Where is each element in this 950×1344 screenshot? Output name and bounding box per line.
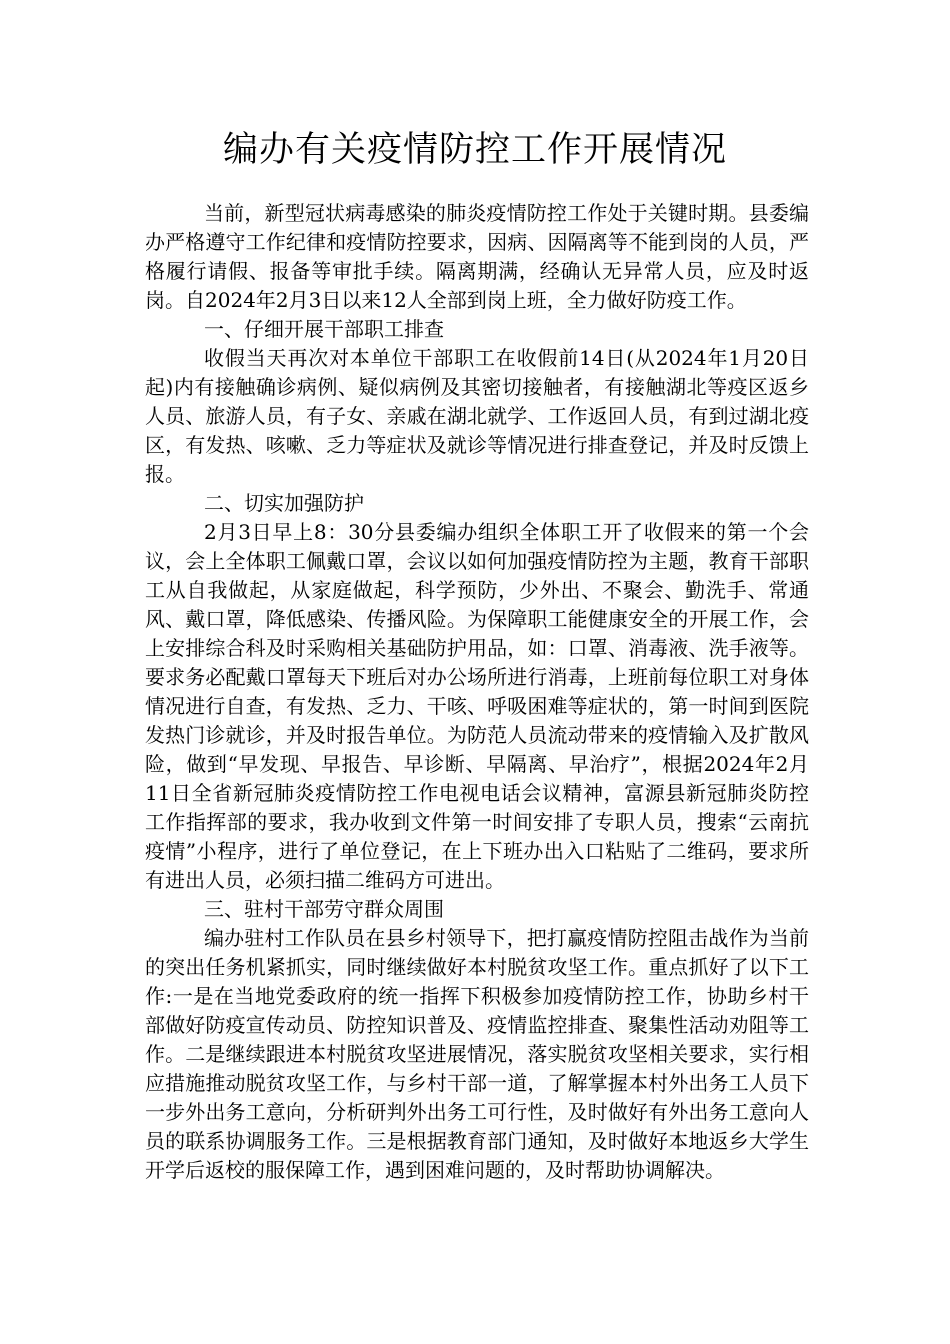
document-title: 编办有关疫情防控工作开展情况	[222, 130, 727, 170]
section-heading-3: 三、驻村干部劳守群众周围	[204, 897, 444, 921]
section-paragraph-3: 编办驻村工作队员在县乡村领导下，把打赢疫情防控阻击战作为当前的突出任务机紧抓实，同时继续做好本村脱贫攻坚工作。重点抓好了以下工作:一是在当地党委政府的统一指挥下积极参加疫情防控工作，协助乡村干部做好防疫宣传动员、防控知识普及、疫情监控排查、聚集性活动劝阻等工作。二是继续跟进本村脱贫攻坚进展情况，落实脱贫攻坚相关要求，实行相应措施推动脱贫攻坚工作，与乡村干部一道，了解掌握本村外出务工人员下一步外出务工意向，分析研判外出务工可行性，及时做好有外出务工意向人员的联系协调服务工作。三是根据教育部门通知，及时做好本地返乡大学生开学后返校的服保障工作，遇到困难问题的，及时帮助协调解决。	[145, 926, 809, 1182]
section-paragraph-2: 2月3日早上8：30分县委编办组织全体职工开了收假来的第一个会议，会上全体职工佩戴口罩，会议以如何加强疫情防控为主题，教育干部职工从自我做起，从家庭做起，科学预防，少外出、不聚会、勤洗手、常通风、戴口罩，降低感染、传播风险。为保障职工能健康安全的开展工作，会上安排综合科及时采购相关基础防护用品，如：口罩、消毒液、洗手液等。要求务必配戴口罩每天下班后对办公场所进行消毒，上班前每位职工对身体情况进行自查，有发热、乏力、干咳、呼吸困难等症状的，第一时间到医院发热门诊就诊，并及时报告单位。为防范人员流动带来的疫情输入及扩散风险，做到“早发现、早报告、早诊断、早隔离、早治疗”，根据2024年2月11日全省新冠肺炎疫情防控工作电视电话会议精神，富源县新冠肺炎防控工作指挥部的要求，我办收到文件第一时间安排了专职人员，搜索“云南抗疫情”小程序，进行了单位登记，在上下班办出入口粘贴了二维码，要求所有进出人员，必须扫描二维码方可进出。	[145, 520, 809, 892]
intro-paragraph: 当前，新型冠状病毒感染的肺炎疫情防控工作处于关键时期。县委编办严格遵守工作纪律和疫情防控要求，因病、因隔离等不能到岗的人员，严格履行请假、报备等审批手续。隔离期满，经确认无异常人员，应及时返岗。自2024年2月3日以来12人全部到岗上班，全力做好防疫工作。	[145, 201, 809, 312]
section-heading-2: 二、切实加强防护	[204, 491, 364, 515]
document-body	[145, 199, 809, 1185]
section-paragraph-1: 收假当天再次对本单位干部职工在收假前14日(从2024年1月20日起)内有接触确诊病例、疑似病例及其密切接触者，有接触湖北等疫区返乡人员、旅游人员，有子女、亲戚在湖北就学、工作返回人员，有到过湖北疫区，有发热、咳嗽、乏力等症状及就诊等情况进行排查登记，并及时反馈上报。	[145, 346, 809, 486]
section-heading-1: 一、仔细开展干部职工排查	[204, 317, 444, 341]
